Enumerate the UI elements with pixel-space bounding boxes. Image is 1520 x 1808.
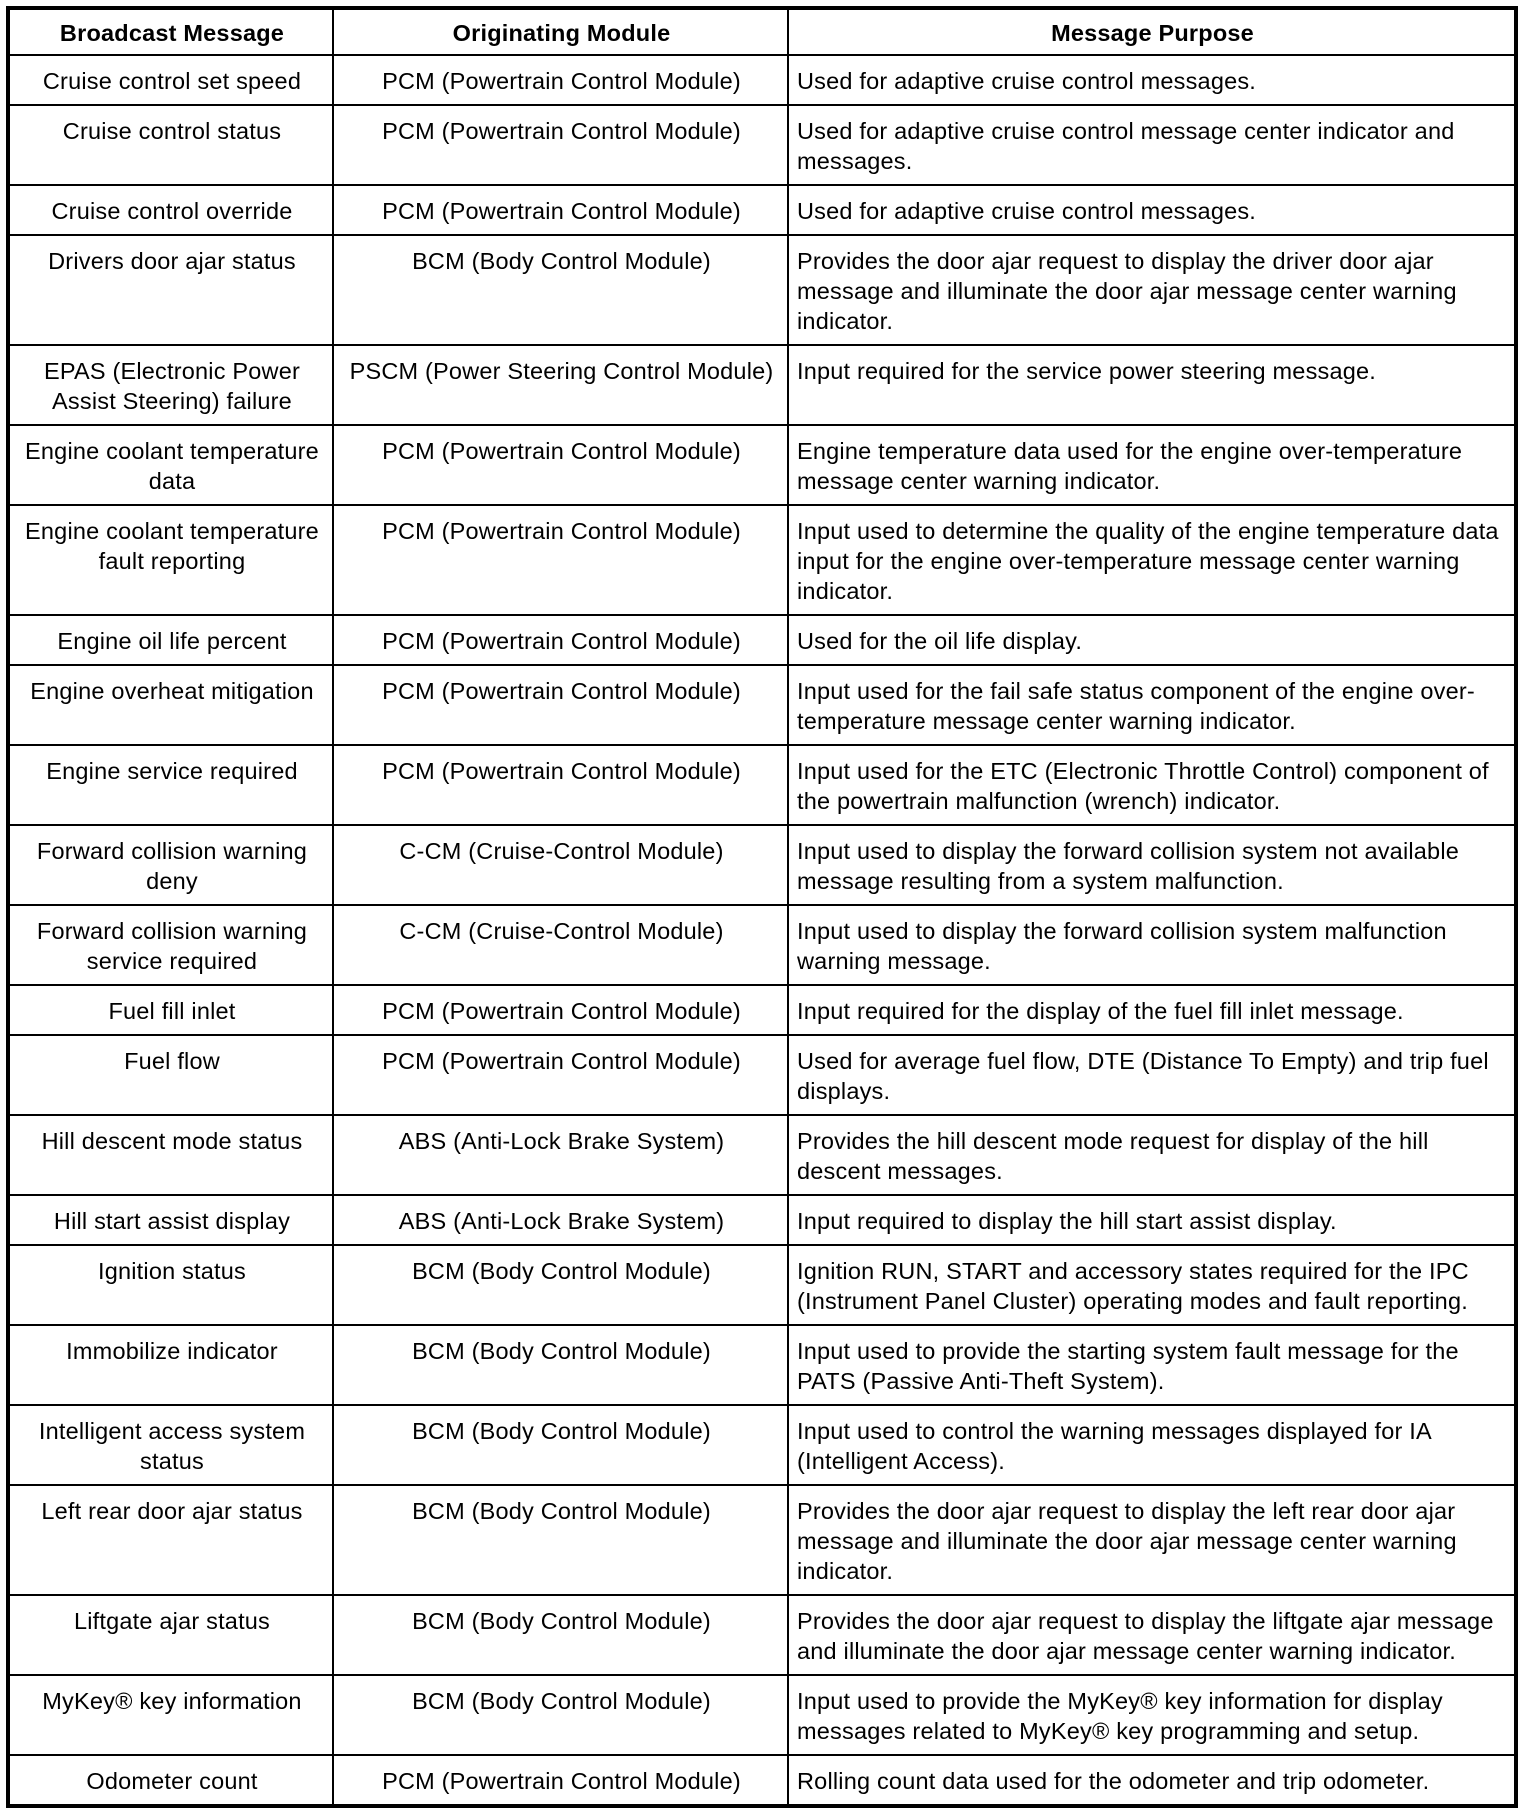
table-row — [8, 825, 1516, 905]
cell-originating-module: C-CM (Cruise-Control Module) — [333, 825, 788, 905]
cell-broadcast-message: Hill start assist display — [8, 1195, 333, 1245]
cell-message-purpose: Used for adaptive cruise control messages. — [788, 185, 1516, 235]
cell-message-purpose: Used for the oil life display. — [788, 615, 1516, 665]
cell-broadcast-message: Forward collision warning service required — [8, 905, 333, 985]
cell-broadcast-message: Forward collision warning deny — [8, 825, 333, 905]
cell-broadcast-message: Ignition status — [8, 1245, 333, 1325]
cell-broadcast-message: MyKey® key information — [8, 1675, 333, 1755]
cell-originating-module: ABS (Anti-Lock Brake System) — [333, 1195, 788, 1245]
cell-message-purpose: Input used to determine the quality of the engine temperature data input for the engine over-temperature message center warning indicator. — [788, 505, 1516, 615]
cell-message-purpose: Input required to display the hill start assist display. — [788, 1195, 1516, 1245]
cell-broadcast-message: Engine oil life percent — [8, 615, 333, 665]
table-row — [8, 745, 1516, 825]
table-row — [8, 235, 1516, 345]
table-row — [8, 615, 1516, 665]
table-row — [8, 1405, 1516, 1485]
cell-broadcast-message: Intelligent access system status — [8, 1405, 333, 1485]
cell-originating-module: PCM (Powertrain Control Module) — [333, 505, 788, 615]
cell-message-purpose: Ignition RUN, START and accessory states required for the IPC (Instrument Panel Cluster) operating modes and fault reporting. — [788, 1245, 1516, 1325]
cell-originating-module: BCM (Body Control Module) — [333, 1325, 788, 1405]
cell-broadcast-message: Drivers door ajar status — [8, 235, 333, 345]
table-row — [8, 1595, 1516, 1675]
cell-originating-module: BCM (Body Control Module) — [333, 235, 788, 345]
cell-message-purpose: Used for adaptive cruise control message center indicator and messages. — [788, 105, 1516, 185]
cell-broadcast-message: Cruise control status — [8, 105, 333, 185]
cell-originating-module: PCM (Powertrain Control Module) — [333, 665, 788, 745]
cell-broadcast-message: Engine coolant temperature data — [8, 425, 333, 505]
table-header-row — [8, 8, 1516, 55]
cell-originating-module: ABS (Anti-Lock Brake System) — [333, 1115, 788, 1195]
table-row — [8, 505, 1516, 615]
cell-message-purpose: Provides the door ajar request to display the liftgate ajar message and illuminate the door ajar message center warning indicator. — [788, 1595, 1516, 1675]
cell-originating-module: BCM (Body Control Module) — [333, 1405, 788, 1485]
cell-message-purpose: Used for average fuel flow, DTE (Distance To Empty) and trip fuel displays. — [788, 1035, 1516, 1115]
cell-message-purpose: Provides the door ajar request to display the driver door ajar message and illuminate the door ajar message center warning indicator. — [788, 235, 1516, 345]
cell-broadcast-message: Liftgate ajar status — [8, 1595, 333, 1675]
cell-message-purpose: Input used to provide the MyKey® key information for display messages related to MyKey® key programming and setup. — [788, 1675, 1516, 1755]
cell-originating-module: PCM (Powertrain Control Module) — [333, 615, 788, 665]
table-row — [8, 1115, 1516, 1195]
cell-message-purpose: Rolling count data used for the odometer and trip odometer. — [788, 1755, 1516, 1806]
cell-originating-module: BCM (Body Control Module) — [333, 1245, 788, 1325]
broadcast-message-table — [6, 6, 1518, 1808]
cell-originating-module: PCM (Powertrain Control Module) — [333, 185, 788, 235]
table-row — [8, 1325, 1516, 1405]
table-row — [8, 425, 1516, 505]
cell-message-purpose: Used for adaptive cruise control messages. — [788, 55, 1516, 105]
cell-message-purpose: Engine temperature data used for the engine over-temperature message center warning indicator. — [788, 425, 1516, 505]
cell-originating-module: PSCM (Power Steering Control Module) — [333, 345, 788, 425]
cell-message-purpose: Input required for the service power steering message. — [788, 345, 1516, 425]
cell-originating-module: PCM (Powertrain Control Module) — [333, 985, 788, 1035]
cell-broadcast-message: Engine service required — [8, 745, 333, 825]
table-row — [8, 1755, 1516, 1806]
cell-message-purpose: Input used to provide the starting system fault message for the PATS (Passive Anti-Theft System). — [788, 1325, 1516, 1405]
header-originating-module: Originating Module — [333, 8, 788, 55]
cell-broadcast-message: Engine overheat mitigation — [8, 665, 333, 745]
cell-broadcast-message: Engine coolant temperature fault reporting — [8, 505, 333, 615]
cell-originating-module: PCM (Powertrain Control Module) — [333, 55, 788, 105]
header-broadcast-message: Broadcast Message — [8, 8, 333, 55]
table-row — [8, 1245, 1516, 1325]
cell-broadcast-message: Cruise control set speed — [8, 55, 333, 105]
table-row — [8, 1035, 1516, 1115]
table-row — [8, 105, 1516, 185]
table-row — [8, 1675, 1516, 1755]
cell-message-purpose: Provides the door ajar request to display the left rear door ajar message and illuminate the door ajar message center warning indicator. — [788, 1485, 1516, 1595]
cell-originating-module: PCM (Powertrain Control Module) — [333, 1755, 788, 1806]
table-row — [8, 905, 1516, 985]
table-row — [8, 1195, 1516, 1245]
table-row — [8, 55, 1516, 105]
cell-message-purpose: Input used to control the warning messages displayed for IA (Intelligent Access). — [788, 1405, 1516, 1485]
cell-broadcast-message: Immobilize indicator — [8, 1325, 333, 1405]
cell-message-purpose: Input required for the display of the fuel fill inlet message. — [788, 985, 1516, 1035]
cell-broadcast-message: Fuel flow — [8, 1035, 333, 1115]
table-body — [8, 55, 1516, 1806]
cell-message-purpose: Input used to display the forward collision system malfunction warning message. — [788, 905, 1516, 985]
cell-message-purpose: Input used for the ETC (Electronic Throttle Control) component of the powertrain malfunction (wrench) indicator. — [788, 745, 1516, 825]
cell-originating-module: PCM (Powertrain Control Module) — [333, 1035, 788, 1115]
cell-originating-module: PCM (Powertrain Control Module) — [333, 425, 788, 505]
cell-originating-module: BCM (Body Control Module) — [333, 1485, 788, 1595]
cell-originating-module: BCM (Body Control Module) — [333, 1595, 788, 1675]
cell-originating-module: BCM (Body Control Module) — [333, 1675, 788, 1755]
table-row — [8, 1485, 1516, 1595]
cell-message-purpose: Provides the hill descent mode request for display of the hill descent messages. — [788, 1115, 1516, 1195]
cell-broadcast-message: Fuel fill inlet — [8, 985, 333, 1035]
table-row — [8, 665, 1516, 745]
cell-message-purpose: Input used for the fail safe status component of the engine over-temperature message center warning indicator. — [788, 665, 1516, 745]
cell-broadcast-message: Left rear door ajar status — [8, 1485, 333, 1595]
cell-originating-module: PCM (Powertrain Control Module) — [333, 105, 788, 185]
cell-broadcast-message: EPAS (Electronic Power Assist Steering) failure — [8, 345, 333, 425]
cell-broadcast-message: Odometer count — [8, 1755, 333, 1806]
table-row — [8, 345, 1516, 425]
cell-originating-module: C-CM (Cruise-Control Module) — [333, 905, 788, 985]
table-row — [8, 185, 1516, 235]
header-message-purpose: Message Purpose — [788, 8, 1516, 55]
cell-broadcast-message: Cruise control override — [8, 185, 333, 235]
cell-originating-module: PCM (Powertrain Control Module) — [333, 745, 788, 825]
table-row — [8, 985, 1516, 1035]
cell-broadcast-message: Hill descent mode status — [8, 1115, 333, 1195]
cell-message-purpose: Input used to display the forward collision system not available message resulting from a system malfunction. — [788, 825, 1516, 905]
